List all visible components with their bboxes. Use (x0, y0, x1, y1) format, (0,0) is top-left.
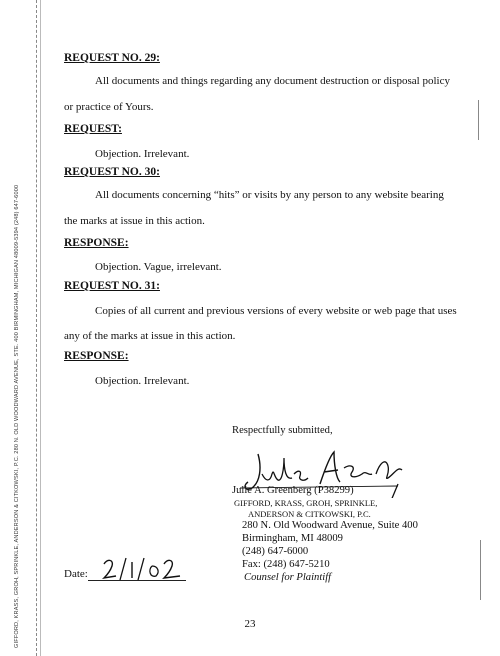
request-31-response-heading: RESPONSE: (64, 350, 129, 362)
request-30-line1: All documents concerning “hits” or visits by any person to any website bearing (95, 189, 444, 201)
page-number: 23 (244, 618, 256, 630)
scan-mark (480, 540, 481, 600)
firm-sidebar-text: GIFFORD, KRASS, GROH, SPRINKLE, ANDERSON & CITKOWSKI, P.C. 280 N. OLD WOODWARD AVENUE, STE. 400 BIRMINGHAM, MICHIGAN 48009-5394 (248) 647-6000 (14, 184, 20, 648)
address-line-2: Birmingham, MI 48009 (242, 533, 343, 544)
margin-rule (36, 0, 37, 656)
closing-text: Respectfully submitted, (232, 425, 333, 436)
counsel-label: Counsel for Plaintiff (244, 572, 332, 583)
request-30-heading: REQUEST NO. 30: (64, 166, 160, 178)
request-30-response: Objection. Vague, irrelevant. (95, 261, 222, 273)
request-29-response: Objection. Irrelevant. (95, 148, 190, 160)
handwritten-date (100, 556, 184, 582)
firm-line-1: GIFFORD, KRASS, GROH, SPRINKLE, (234, 498, 378, 508)
request-29-line1: All documents and things regarding any document destruction or disposal policy (95, 75, 450, 87)
phone-number: (248) 647-6000 (242, 546, 309, 557)
firm-line-2: ANDERSON & CITKOWSKI, P.C. (248, 509, 371, 519)
attorney-name: Julie A. Greenberg (P38299) (232, 485, 354, 496)
request-30-response-heading: RESPONSE: (64, 237, 129, 249)
request-29-response-heading: REQUEST: (64, 123, 122, 135)
date-label: Date: (64, 568, 88, 580)
margin-rule-inner (40, 0, 41, 656)
request-29-heading: REQUEST NO. 29: (64, 52, 160, 64)
request-29-line2: or practice of Yours. (64, 101, 154, 113)
fax-number: Fax: (248) 647-5210 (242, 559, 330, 570)
scan-mark (478, 100, 479, 140)
request-31-line1: Copies of all current and previous versions of every website or web page that uses (95, 305, 457, 317)
request-31-line2: any of the marks at issue in this action. (64, 330, 236, 342)
address-line-1: 280 N. Old Woodward Avenue, Suite 400 (242, 520, 418, 531)
request-31-response: Objection. Irrelevant. (95, 375, 190, 387)
request-31-heading: REQUEST NO. 31: (64, 280, 160, 292)
request-30-line2: the marks at issue in this action. (64, 215, 205, 227)
